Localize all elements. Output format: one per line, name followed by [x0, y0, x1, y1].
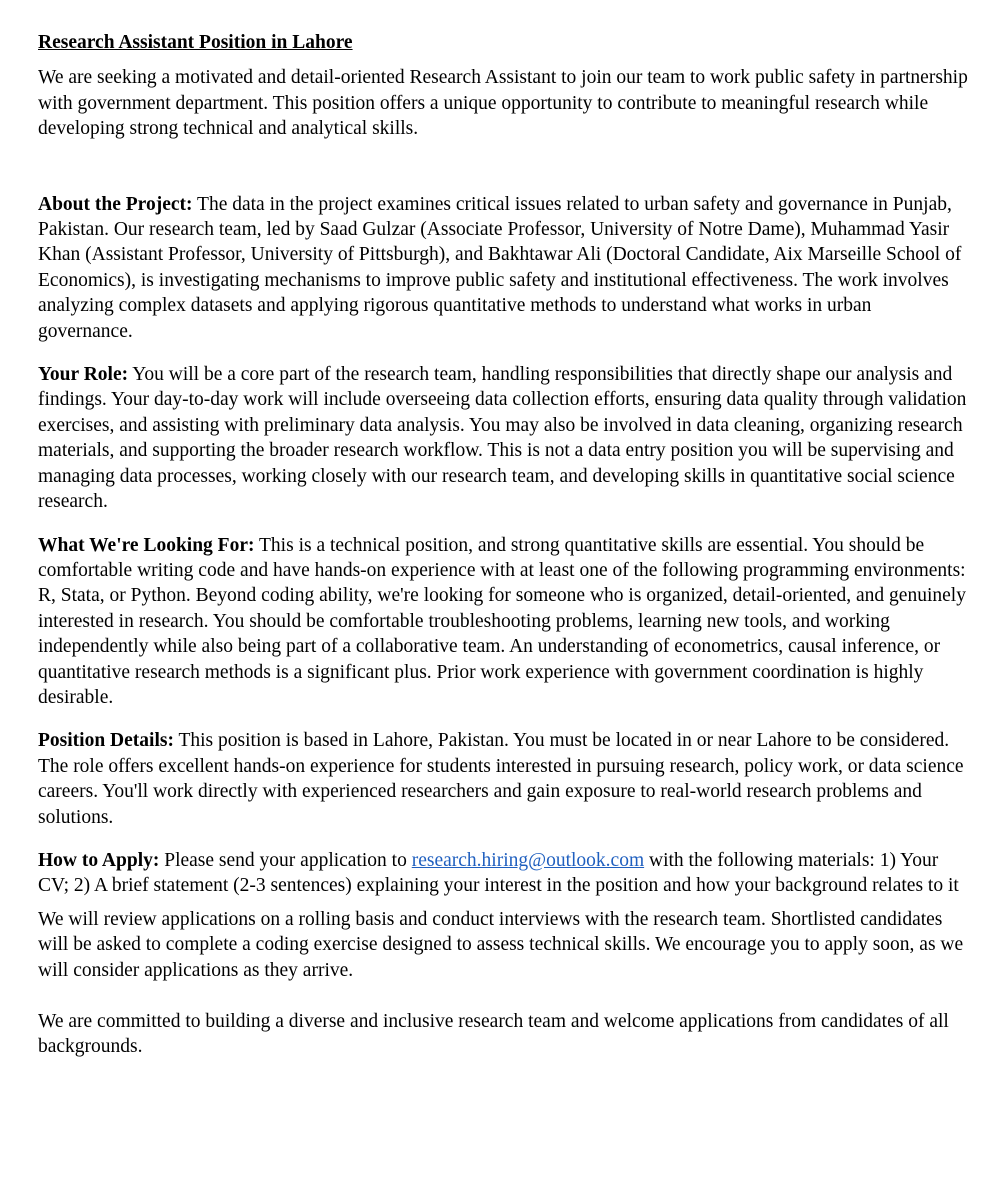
apply-after: with the following materials: 1) Your CV; 2) A brief statement (2-3 sentences) explaining your interest in the position and how your background relates to it: [38, 849, 959, 897]
apply-heading: How to Apply:: [38, 849, 160, 871]
details-section: [38, 728, 968, 830]
role-heading: Your Role:: [38, 364, 129, 386]
role-section: [38, 362, 968, 514]
document-page: [38, 30, 968, 1060]
apply-section: [38, 848, 968, 899]
details-body: This position is based in Lahore, Pakistan. You must be located in or near Lahore to be considered. The role offers excellent hands-on experience for students interested in pursuing research, policy work, or data science careers. You'll work directly with experienced researchers and gain exposure to real-world research problems and solutions.: [38, 730, 964, 828]
about-body: The data in the project examines critical issues related to urban safety and governance in Punjab, Pakistan. Our research team, led by Saad Gulzar (Associate Professor, University of Notre Dame), Muhammad Yasir Khan (Assistant Professor, University of Pittsburgh), and Bakhtawar Ali (Doctoral Candidate, Aix Marseille School of Economics), is investigating mechanisms to improve public safety and institutional effectiveness. The work involves analyzing complex datasets and applying rigorous quantitative methods to understand what works in urban governance.: [38, 193, 962, 342]
role-body: You will be a core part of the research team, handling responsibilities that directly shape our analysis and findings. Your day-to-day work will include overseeing data collection efforts, ensuring data quality through validation exercises, and assisting with preliminary data analysis. You may also be involved in data cleaning, organizing research materials, and supporting the broader research workflow. This is not a data entry position you will be supervising and managing data processes, working closely with our research team, and developing skills in quantitative social science research.: [38, 364, 967, 513]
closing-paragraph: We are committed to building a diverse and inclusive research team and welcome applications from candidates of all backgrounds.: [38, 1011, 949, 1058]
apply-before: Please send your application to: [159, 849, 412, 871]
looking-heading: What We're Looking For:: [38, 534, 255, 556]
about-heading: About the Project:: [38, 193, 193, 215]
looking-body: This is a technical position, and strong quantitative skills are essential. You should be comfortable writing code and have hands-on experience with at least one of the following programming environments: R, Stata, or Python. Beyond coding ability, we're looking for someone who is organized, detail-oriented, and genuinely interested in research. You should be comfortable troubleshooting problems, learning new tools, and working independently while also being part of a collaborative team. An understanding of econometrics, causal inference, or quantitative research methods is a significant plus. Prior work experience with government coordination is highly desirable.: [38, 534, 966, 708]
about-section: [38, 192, 968, 344]
document-title: Research Assistant Position in Lahore: [38, 32, 353, 53]
looking-section: [38, 533, 968, 711]
review-paragraph: We will review applications on a rolling basis and conduct interviews with the research team. Shortlisted candidates will be asked to complete a coding exercise designed to assess technical skills. We encourage you to apply soon, as we will consider applications as they arrive.: [38, 908, 964, 981]
intro-paragraph: We are seeking a motivated and detail-oriented Research Assistant to join our team to work public safety in partnership with government department. This position offers a unique opportunity to contribute to meaningful research while developing strong technical and analytical skills.: [38, 67, 968, 140]
details-heading: Position Details:: [38, 730, 174, 752]
email-link[interactable]: research.hiring@outlook.com: [411, 849, 645, 871]
